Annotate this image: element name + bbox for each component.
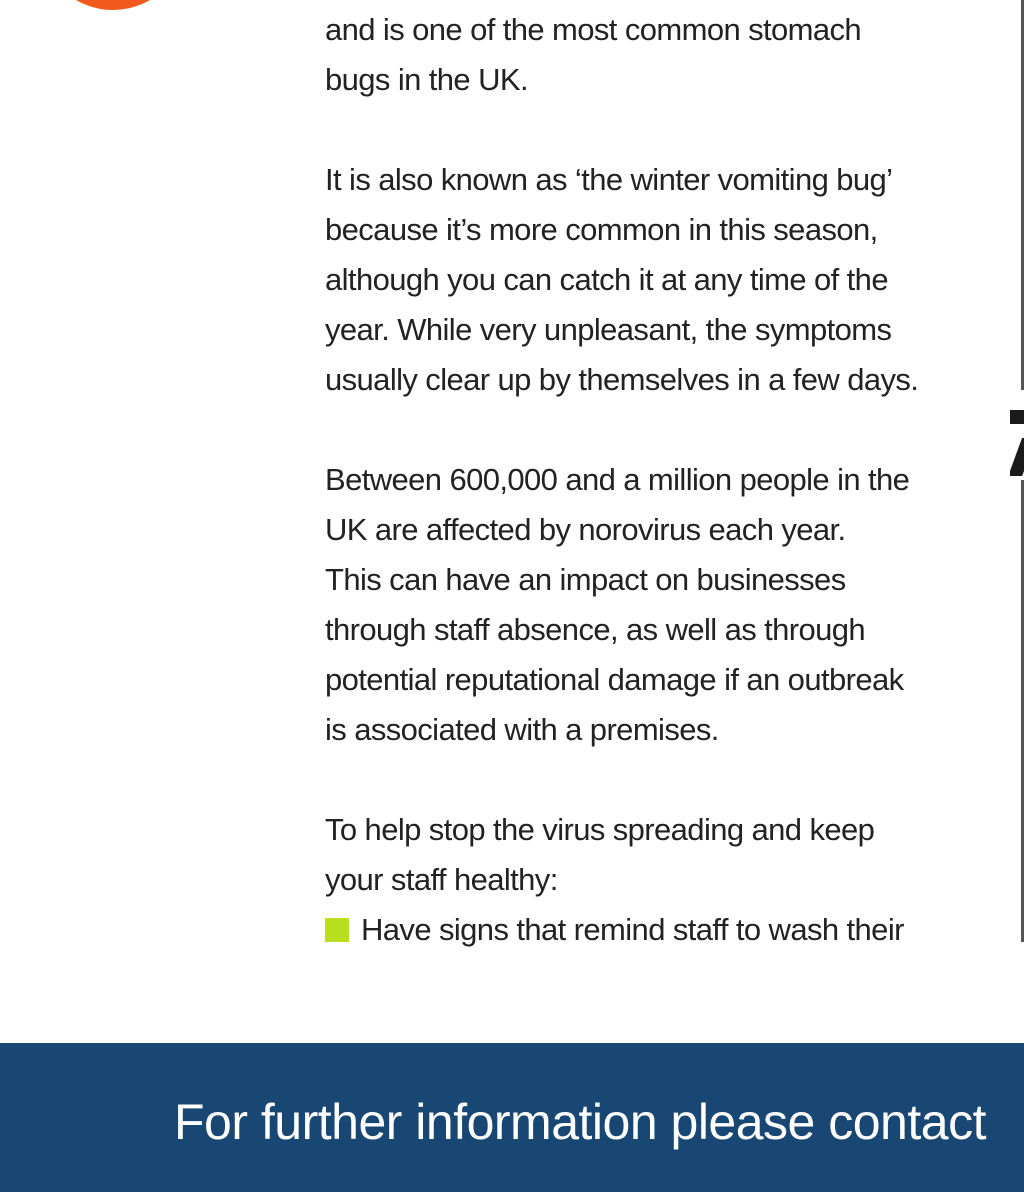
text-line: bugs in the UK. <box>325 62 528 97</box>
text-line: is associated with a premises. <box>325 712 719 747</box>
text-line: and is one of the most common stomach <box>325 12 862 47</box>
article-body <box>325 5 1005 955</box>
text-line: through staff absence, as well as through <box>325 612 866 647</box>
impact-paragraph <box>325 455 1005 755</box>
advice-bullet-item <box>325 905 1005 955</box>
text-line: Between 600,000 and a million people in the <box>325 462 910 497</box>
decorative-orange-circle <box>28 0 198 10</box>
cropped-heading-glyph <box>1010 408 1024 476</box>
text-line: because it’s more common in this season, <box>325 212 878 247</box>
contact-footer-banner <box>0 1043 1024 1192</box>
text-line: It is also known as ‘the winter vomiting bug’ <box>325 162 893 197</box>
green-square-bullet-icon <box>325 918 349 942</box>
intro-paragraph <box>325 5 1005 105</box>
advice-paragraph <box>325 805 1005 905</box>
text-line: usually clear up by themselves in a few days. <box>325 362 919 397</box>
text-line: UK are affected by norovirus each year. <box>325 512 846 547</box>
winter-paragraph <box>325 155 1005 405</box>
text-line: This can have an impact on businesses <box>325 562 846 597</box>
text-line: year. While very unpleasant, the symptoms <box>325 312 892 347</box>
text-line: although you can catch it at any time of the <box>325 262 888 297</box>
text-line: potential reputational damage if an outbreak <box>325 662 904 697</box>
bullet-text: Have signs that remind staff to wash their <box>361 912 904 947</box>
text-line: To help stop the virus spreading and keep <box>325 812 875 847</box>
text-line: your staff healthy: <box>325 862 558 897</box>
footer-contact-text: For further information please contact <box>174 1094 986 1150</box>
